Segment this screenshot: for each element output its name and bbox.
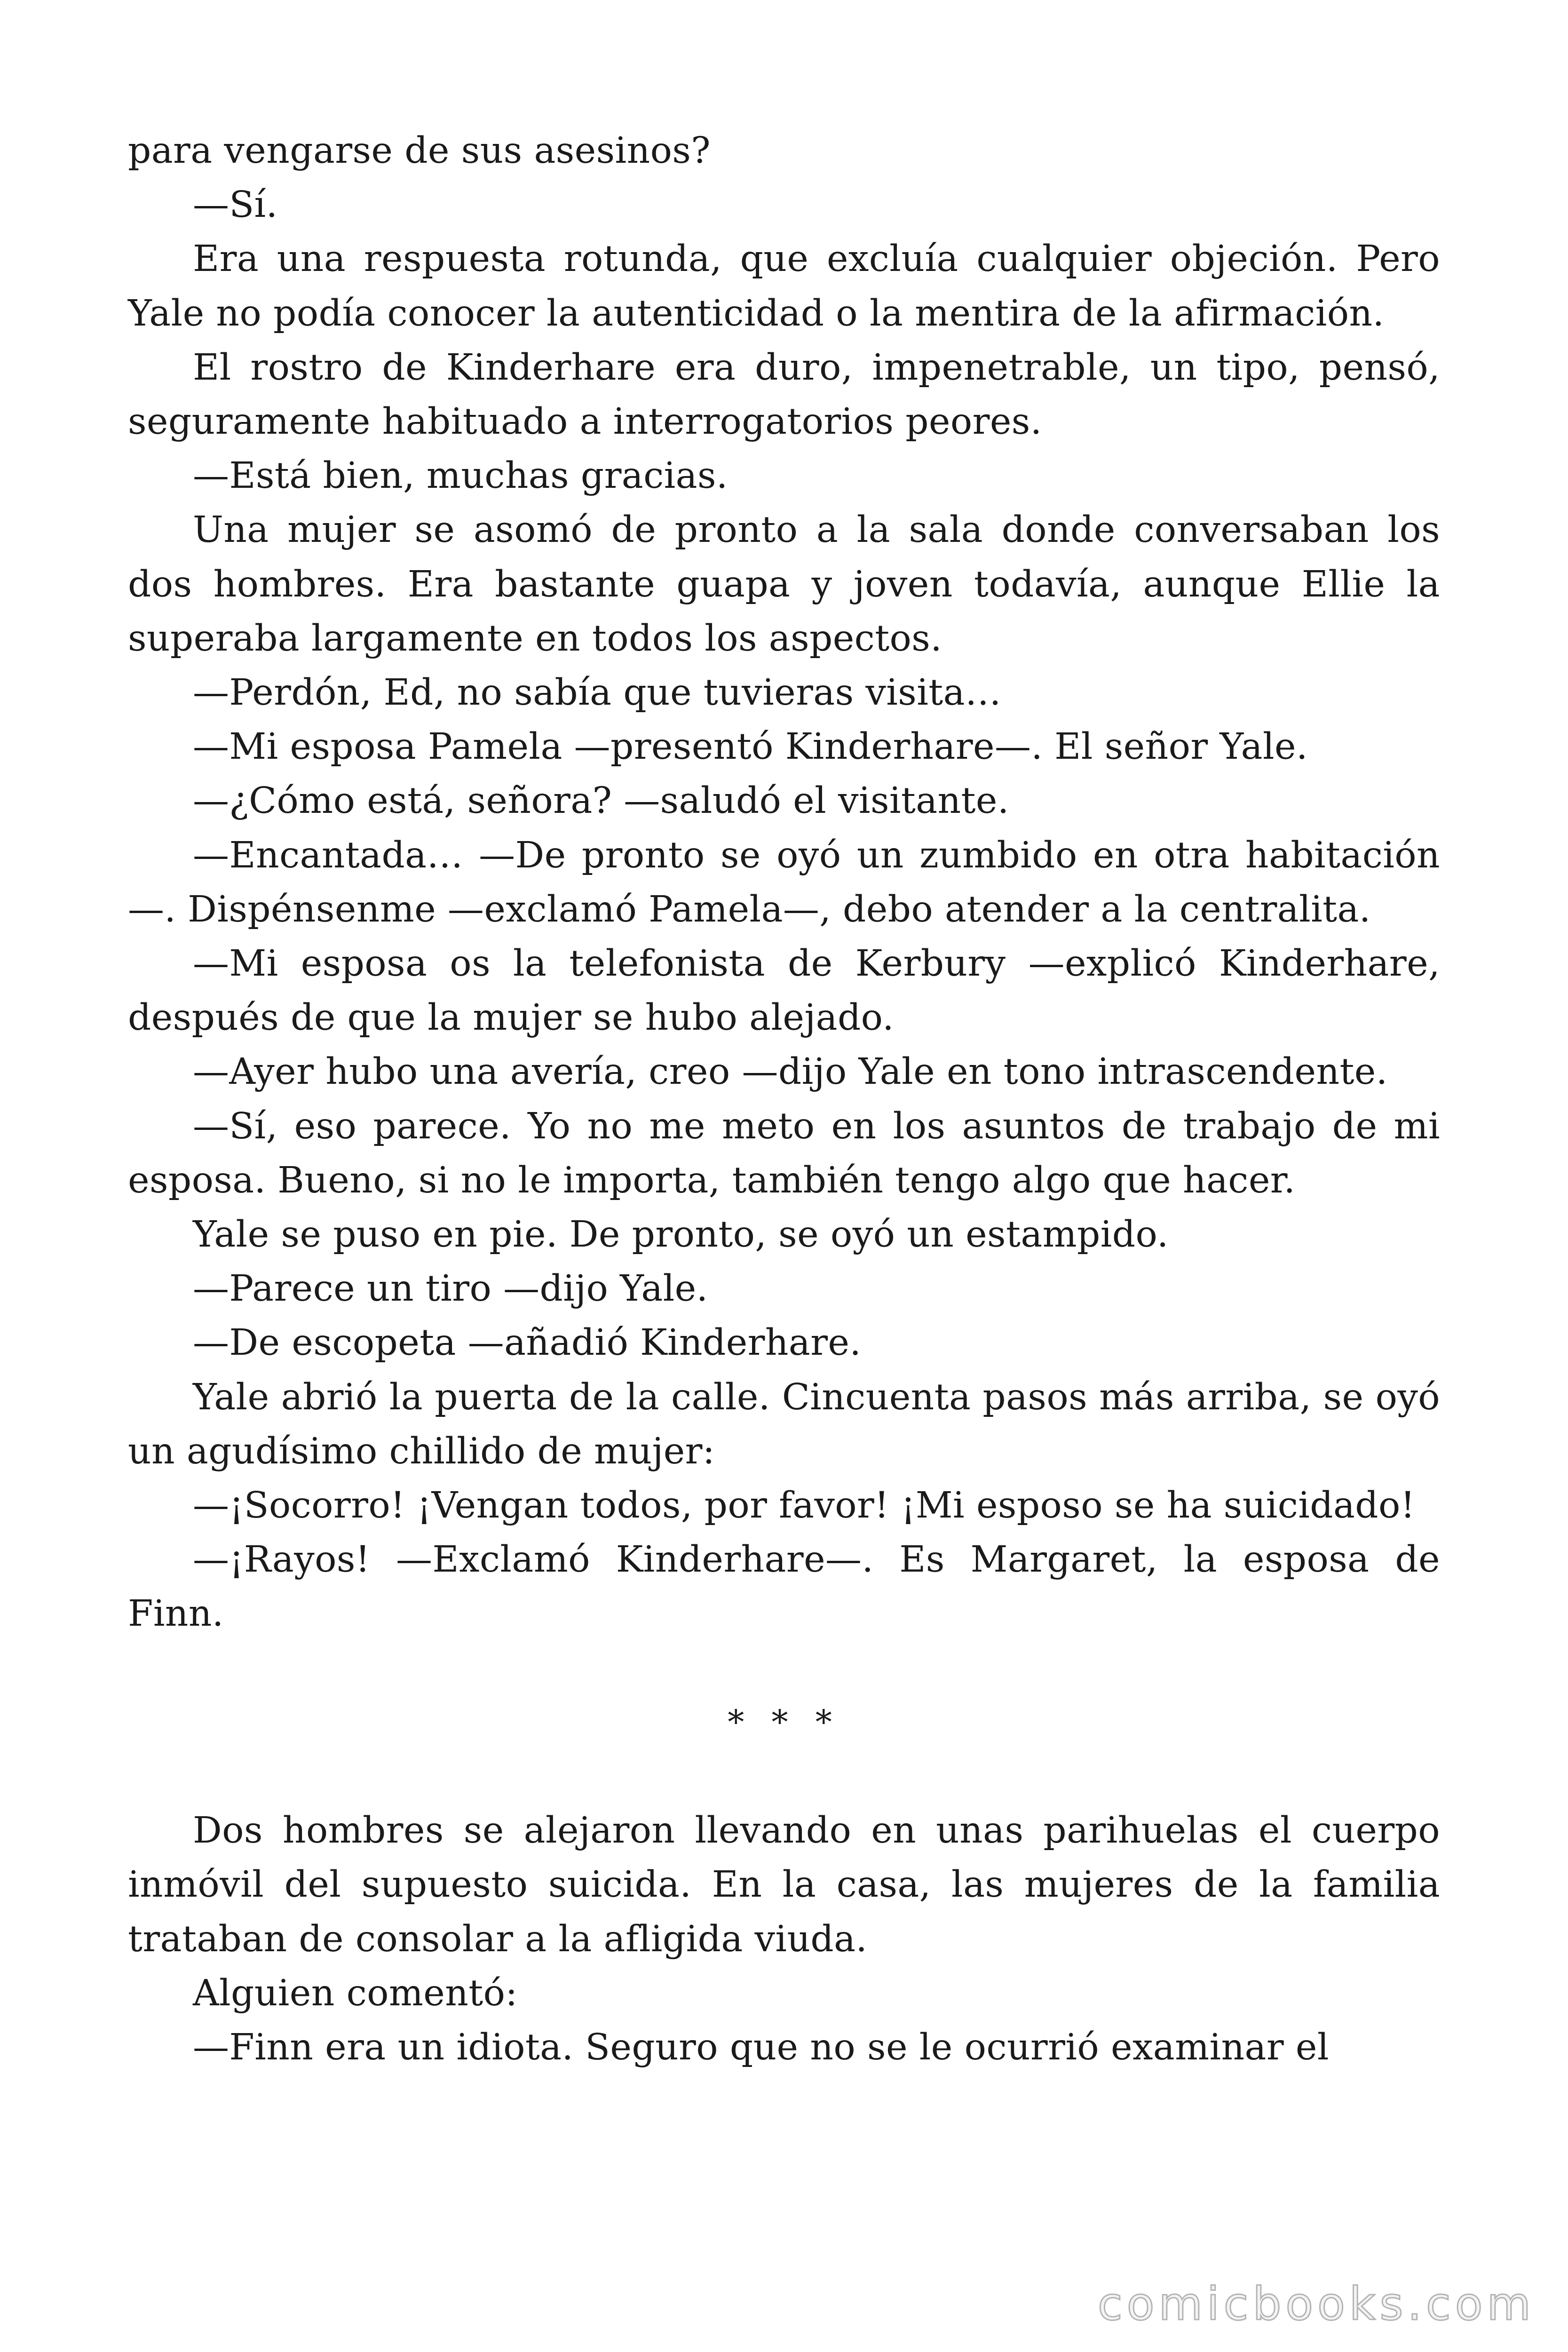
scene-break: * * * bbox=[728, 1702, 840, 1741]
paragraph-continued: para vengarse de sus asesinos? bbox=[128, 130, 711, 172]
paragraph: Una mujer se asomó de pronto a la sala donde conversaban los dos hombres. Era bastante guapa y joven todavía, aunque Ellie la superaba largamente en todos los aspectos. bbox=[128, 509, 1440, 660]
paragraph: —¿Cómo está, señora? —saludó el visitante. bbox=[193, 780, 1009, 822]
paragraph: —¡Socorro! ¡Vengan todos, por favor! ¡Mi esposo se ha suicidado! bbox=[193, 1485, 1416, 1527]
paragraph: Yale abrió la puerta de la calle. Cincuenta pasos más arriba, se oyó un agudísimo chillido de mujer: bbox=[128, 1376, 1440, 1472]
paragraph: —Parece un tiro —dijo Yale. bbox=[193, 1268, 708, 1310]
page-body bbox=[128, 124, 1440, 2074]
paragraph: —Sí. bbox=[193, 184, 278, 226]
paragraph: —¡Rayos! —Exclamó Kinderhare—. Es Margaret, la esposa de Finn. bbox=[128, 1539, 1440, 1635]
paragraph: —Perdón, Ed, no sabía que tuvieras visita… bbox=[193, 672, 1002, 714]
paragraph: —Encantada… —De pronto se oyó un zumbido en otra habitación—. Dispénsenme —exclamó Pamela—, debo atender a la centralita. bbox=[128, 834, 1440, 930]
paragraph: Yale se puso en pie. De pronto, se oyó un estampido. bbox=[193, 1214, 1169, 1256]
paragraph: —Finn era un idiota. Seguro que no se le ocurrió examinar el bbox=[193, 2026, 1329, 2069]
paragraph: —Está bien, muchas gracias. bbox=[193, 455, 728, 497]
paragraph: Era una respuesta rotunda, que excluía cualquier objeción. Pero Yale no podía conocer la autenticidad o la mentira de la afirmación. bbox=[128, 238, 1440, 334]
paragraph: —Ayer hubo una avería, creo —dijo Yale en tono intrascendente. bbox=[193, 1051, 1388, 1093]
paragraph: Dos hombres se alejaron llevando en unas parihuelas el cuerpo inmóvil del supuesto suicida. En la casa, las mujeres de la familia trataban de consolar a la afligida viuda. bbox=[128, 1810, 1440, 1960]
paragraph: —De escopeta —añadió Kinderhare. bbox=[193, 1322, 862, 1364]
paragraph: El rostro de Kinderhare era duro, impenetrable, un tipo, pensó, seguramente habituado a interrogatorios peores. bbox=[128, 346, 1440, 443]
watermark-logo: comicbooks.com bbox=[1097, 2278, 1535, 2330]
paragraph: Alguien comentó: bbox=[193, 1972, 518, 2014]
paragraph: —Sí, eso parece. Yo no me meto en los asuntos de trabajo de mi esposa. Bueno, si no le importa, también tengo algo que hacer. bbox=[128, 1105, 1440, 1201]
paragraph: —Mi esposa Pamela —presentó Kinderhare—. El señor Yale. bbox=[193, 726, 1308, 768]
paragraph: —Mi esposa os la telefonista de Kerbury —explicó Kinderhare, después de que la mujer se hubo alejado. bbox=[128, 943, 1440, 1039]
